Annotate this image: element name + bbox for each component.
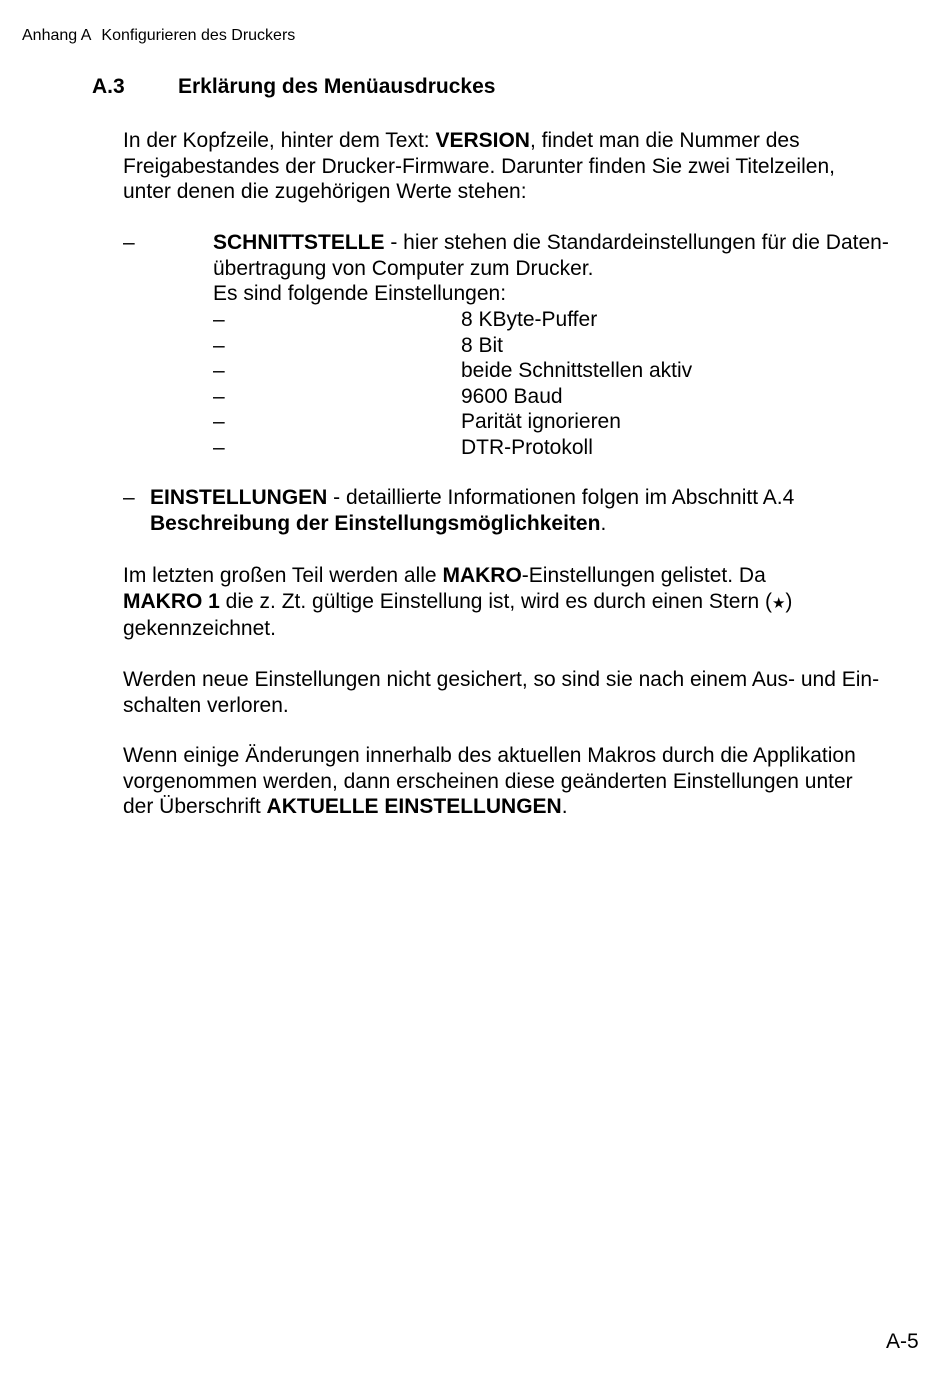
list-item-text: DTR-Protokoll <box>461 435 593 459</box>
einstellungen-text: . <box>600 511 607 535</box>
star-icon: ★ <box>771 594 786 612</box>
makro-line-3: gekennzeichnet. <box>123 617 276 640</box>
changes-line-1: Wenn einige Änderungen innerhalb des aktuellen Makros durch die Applikation <box>123 744 856 767</box>
bullet-einstellungen-body <box>150 485 850 536</box>
makro-paragraph <box>123 563 792 642</box>
changes-line-2: vorgenommen werden, dann erscheinen diese geänderten Einstellungen unter <box>123 769 853 793</box>
intro-line-2: Freigabestandes der Drucker-Firmware. Darunter finden Sie zwei Titelzeilen, <box>123 154 835 178</box>
list-item <box>213 409 813 435</box>
intro-text: In der Kopfzeile, hinter dem Text: <box>123 129 436 152</box>
list-dash: – <box>213 435 225 459</box>
changes-line-3 <box>123 794 856 820</box>
list-item <box>213 358 813 384</box>
save-line-1: Werden neue Einstellungen nicht gesichert, so sind sie nach einem Aus- und Ein- <box>123 668 880 691</box>
list-item-text: 9600 Baud <box>461 384 563 408</box>
section-title: Erklärung des Menüausdruckes <box>178 75 496 98</box>
list-item-text: 8 KByte-Puffer <box>461 308 598 331</box>
intro-text: , findet man die Nummer des <box>529 129 800 152</box>
list-item <box>213 307 813 333</box>
settings-list <box>213 307 813 460</box>
makro-1-keyword: MAKRO 1 <box>123 589 220 613</box>
page-number: A-5 <box>886 1330 919 1353</box>
aktuelle-einstellungen-keyword: AKTUELLE EINSTELLUNGEN <box>266 795 562 818</box>
list-item-text: beide Schnittstellen aktiv <box>461 359 693 382</box>
chapter-label: Anhang A <box>22 27 92 44</box>
einstellungen-keyword: EINSTELLUNGEN <box>150 486 328 509</box>
list-item-text: Parität ignorieren <box>461 410 621 433</box>
schnittstelle-line-3: Es sind folgende Einstellungen: <box>213 282 507 305</box>
einstellungen-line-1 <box>150 485 850 511</box>
running-header <box>22 27 295 45</box>
schnittstelle-text: - hier stehen die Standardeinstellungen für die Daten- <box>384 231 889 254</box>
einstellungen-line-2 <box>150 511 850 537</box>
section-heading <box>92 75 496 99</box>
changes-text: der Überschrift <box>123 795 267 818</box>
section-reference: Beschreibung der Einstellungsmöglichkeiten <box>150 511 601 535</box>
einstellungen-text: - detaillierte Informationen folgen im Abschnitt A.4 <box>327 486 795 509</box>
makro-line-2 <box>123 589 792 617</box>
intro-line-1 <box>123 128 835 154</box>
makro-text: -Einstellungen gelistet. Da <box>521 564 766 587</box>
intro-line-3: unter denen die zugehörigen Werte stehen: <box>123 180 527 203</box>
makro-keyword: MAKRO <box>442 564 522 587</box>
list-dash: – <box>213 359 225 382</box>
save-line-2: schalten verloren. <box>123 693 289 717</box>
chapter-title: Konfigurieren des Druckers <box>101 27 296 44</box>
bullet-dash: – <box>123 231 135 254</box>
changes-paragraph <box>123 743 856 820</box>
changes-text: . <box>561 795 568 818</box>
makro-text: ) <box>785 589 793 613</box>
list-item <box>213 435 813 461</box>
makro-text: Im letzten großen Teil werden alle <box>123 564 443 587</box>
section-number: A.3 <box>92 75 125 98</box>
version-keyword: VERSION <box>435 129 530 152</box>
schnittstelle-line-1 <box>213 230 933 256</box>
bullet-schnittstelle-body <box>213 230 933 307</box>
list-dash: – <box>213 333 225 357</box>
list-dash: – <box>213 410 225 433</box>
list-dash: – <box>213 384 225 408</box>
list-item <box>213 333 813 359</box>
makro-text: die z. Zt. gültige Einstellung ist, wird es durch einen Stern ( <box>219 589 772 613</box>
makro-line-1 <box>123 563 792 589</box>
bullet-dash: – <box>123 486 135 509</box>
save-paragraph <box>123 667 879 718</box>
list-item <box>213 384 813 410</box>
intro-paragraph <box>123 128 835 205</box>
schnittstelle-keyword: SCHNITTSTELLE <box>213 231 385 254</box>
list-dash: – <box>213 308 225 331</box>
schnittstelle-line-2: übertragung von Computer zum Drucker. <box>213 256 594 280</box>
list-item-text: 8 Bit <box>461 333 504 357</box>
